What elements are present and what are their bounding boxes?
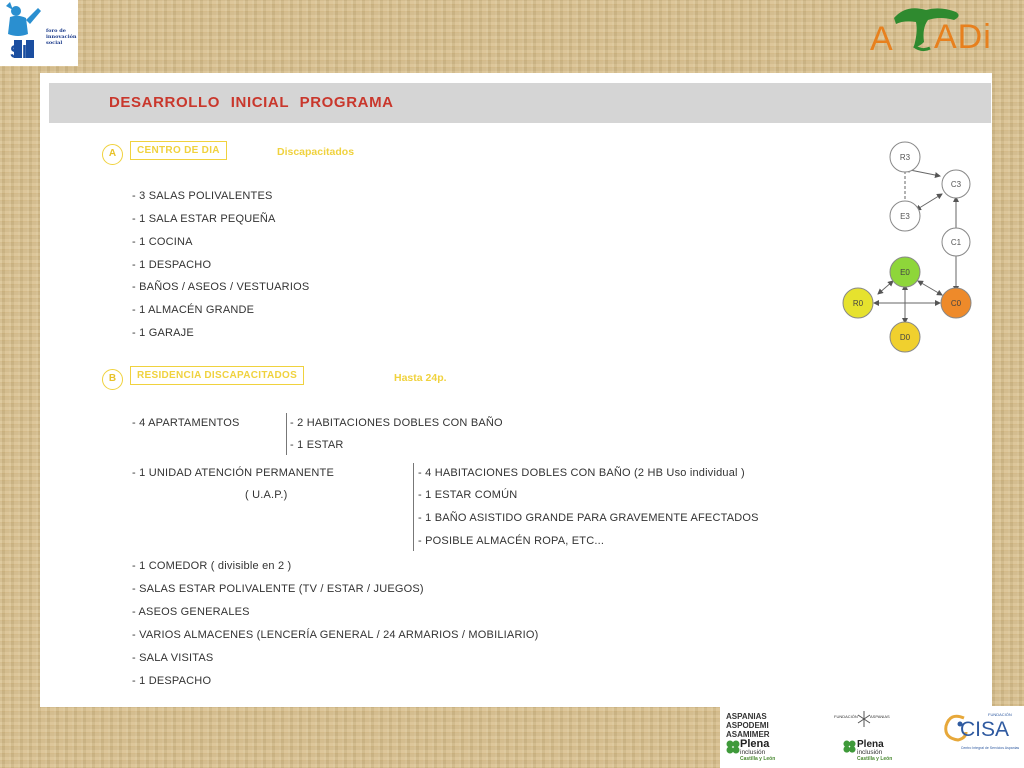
foro-innovacion-logo — [0, 0, 78, 66]
section-a-item: - BAÑOS / ASEOS / VESTUARIOS — [132, 281, 310, 293]
plena-word: Plena — [857, 739, 884, 750]
section-b-item: - ASEOS GENERALES — [132, 606, 250, 618]
svg-text:E0: E0 — [900, 268, 910, 277]
svg-text:D0: D0 — [899, 333, 911, 342]
plena-clover-icon — [726, 740, 740, 756]
cisa-word: CISA — [960, 718, 1010, 741]
foro-line-1: foro de — [46, 28, 66, 34]
plena-word: Plena — [740, 738, 770, 750]
diagram-node-r0 — [843, 288, 873, 318]
fundacion-aspanias-label: ASPANIAS — [870, 714, 890, 719]
section-a-subtitle: Discapacitados — [277, 146, 355, 158]
edge-e0-c0 — [918, 281, 942, 295]
uap-detail: - 1 BAÑO ASISTIDO GRANDE PARA GRAVEMENTE AFECTADOS — [418, 512, 759, 524]
partner-logos — [720, 706, 1024, 768]
section-b-subtitle: Hasta 24p. — [394, 372, 447, 384]
svg-text:C1: C1 — [950, 238, 962, 247]
uap-detail: - 1 ESTAR COMÚN — [418, 489, 518, 501]
node-diagram — [40, 73, 992, 707]
apartamentos-detail: - 2 HABITACIONES DOBLES CON BAÑO — [290, 417, 503, 429]
section-a-item: - 3 SALAS POLIVALENTES — [132, 190, 273, 202]
aspanias-line: ASPODEMI — [726, 721, 769, 730]
slide-title: DESARROLLO INICIAL PROGRAMA — [109, 94, 394, 111]
cisa-fundacion: FUNDACIÓN — [988, 712, 1012, 717]
section-a-item: - 1 COCINA — [132, 236, 193, 248]
foro-text — [46, 28, 78, 46]
svg-text:C3: C3 — [950, 180, 962, 189]
section-a-item: - 1 DESPACHO — [132, 259, 212, 271]
foro-line-2: innovación — [46, 34, 77, 40]
uap-label: - 1 UNIDAD ATENCIÓN PERMANENTE — [132, 467, 334, 479]
svg-text:A: A — [870, 20, 893, 58]
foro-figure-icon — [0, 0, 46, 64]
section-b-item: - SALA VISITAS — [132, 652, 214, 664]
apartamentos-label: - 4 APARTAMENTOS — [132, 417, 240, 429]
uap-detail: - POSIBLE ALMACÉN ROPA, ETC... — [418, 535, 605, 547]
plena-inclusion: inclusión — [740, 749, 766, 756]
fundacion-aspanias-icon — [856, 710, 872, 728]
svg-text:SI: SI — [10, 42, 28, 62]
section-a-item: - 1 ALMACÉN GRANDE — [132, 304, 255, 316]
edge-r0-e0 — [878, 281, 893, 294]
svg-text:E3: E3 — [900, 212, 910, 221]
aspanias-line: ASAMIMER — [726, 730, 770, 739]
apartamentos-detail: - 1 ESTAR — [290, 439, 344, 451]
atadi-logo — [866, 2, 1016, 60]
svg-text:R0: R0 — [852, 299, 864, 308]
section-a-item: - 1 GARAJE — [132, 327, 194, 339]
svg-text:C0: C0 — [950, 299, 962, 308]
diagram-node-d0 — [890, 322, 920, 352]
section-a-marker: A — [102, 144, 123, 165]
diagram-node-c1 — [942, 228, 970, 256]
section-b-item: - SALAS ESTAR POLIVALENTE (TV / ESTAR / JUEGOS) — [132, 583, 424, 595]
section-b-marker: B — [102, 369, 123, 390]
plena-inclusion: inclusión — [857, 749, 883, 756]
atadi-word: ADi — [934, 18, 992, 56]
section-b-item: - VARIOS ALMACENES (LENCERÍA GENERAL / 24 ARMARIOS / MOBILIARIO) — [132, 629, 539, 641]
plena-clover-icon — [843, 740, 856, 755]
section-a-title: CENTRO DE DIA — [130, 141, 227, 160]
diagram-node-c3 — [942, 170, 970, 198]
uap-detail: - 4 HABITACIONES DOBLES CON BAÑO (2 HB Uso individual ) — [418, 467, 745, 479]
aspanias-line: ASPANIAS — [726, 712, 767, 721]
fundacion-label: FUNDACIÓN — [834, 714, 858, 719]
foro-line-3: social — [46, 40, 63, 46]
diagram-node-e3 — [890, 201, 920, 231]
section-b-item: - 1 COMEDOR ( divisible en 2 ) — [132, 560, 292, 572]
plena-logo-1 — [740, 739, 775, 762]
aspanias-logo — [726, 712, 770, 739]
diagram-node-c0 — [941, 288, 971, 318]
svg-text:R3: R3 — [899, 153, 911, 162]
section-a-item: - 1 SALA ESTAR PEQUEÑA — [132, 213, 276, 225]
uap-abbr: ( U.A.P.) — [245, 489, 288, 501]
plena-region: Castilla y León — [857, 756, 893, 762]
slide-content — [40, 73, 992, 707]
section-b-item: - 1 DESPACHO — [132, 675, 212, 687]
plena-region: Castilla y León — [740, 756, 776, 762]
plena-logo-2 — [857, 740, 892, 762]
cisa-subtitle: Centro Integral de Servicios Aspanias — [960, 746, 1020, 750]
diagram-node-r3 — [890, 142, 920, 172]
diagram-node-e0 — [890, 257, 920, 287]
edge-e3-c3 — [916, 194, 942, 210]
section-b-title: RESIDENCIA DISCAPACITADOS — [130, 366, 304, 385]
